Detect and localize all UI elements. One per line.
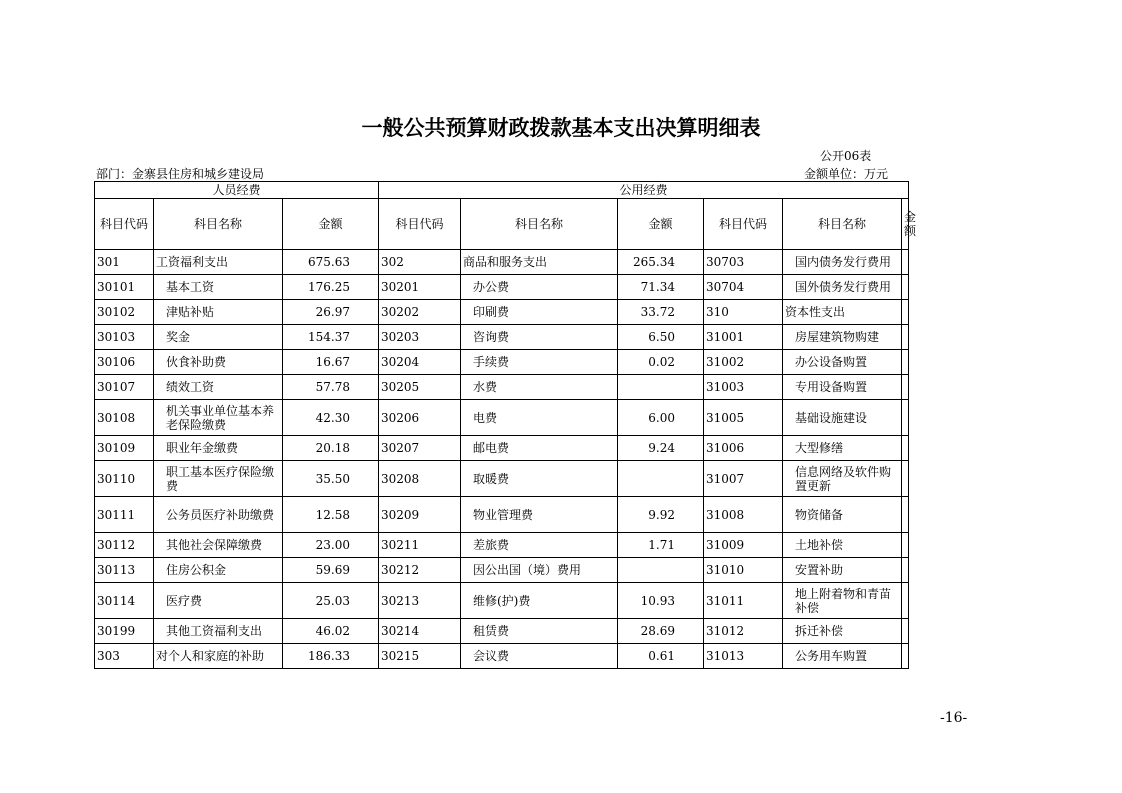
code-cell: 30106 [95, 350, 154, 375]
name-cell: 水费 [461, 375, 618, 400]
code-cell: 30214 [379, 619, 461, 644]
name-cell: 其他社会保障缴费 [154, 533, 283, 558]
name-cell: 机关事业单位基本养老保险缴费 [154, 400, 283, 436]
name-cell: 专用设备购置 [783, 375, 902, 400]
code-cell: 31006 [704, 436, 783, 461]
name-cell: 其他工资福利支出 [154, 619, 283, 644]
code-cell: 30111 [95, 497, 154, 533]
code-cell: 30203 [379, 325, 461, 350]
amount-cell: 10.93 [618, 583, 704, 619]
code-cell: 30109 [95, 436, 154, 461]
code-cell: 303 [95, 644, 154, 669]
amount-cell [618, 558, 704, 583]
name-cell: 办公费 [461, 275, 618, 300]
amount-cell: 71.34 [618, 275, 704, 300]
code-cell: 31005 [704, 400, 783, 436]
code-cell: 31013 [704, 644, 783, 669]
amount-cell: 186.33 [283, 644, 379, 669]
amount-cell [902, 350, 909, 375]
amount-cell: 0.61 [618, 644, 704, 669]
code-cell: 302 [379, 250, 461, 275]
amount-cell: 9.24 [618, 436, 704, 461]
amount-cell [902, 400, 909, 436]
group-personnel-header: 人员经费 [95, 182, 379, 199]
name-cell: 住房公积金 [154, 558, 283, 583]
page-number: -16- [940, 710, 968, 726]
name-cell: 邮电费 [461, 436, 618, 461]
amount-cell: 265.34 [618, 250, 704, 275]
amount-cell [902, 325, 909, 350]
amount-unit-label: 金额单位：万元 [804, 167, 889, 181]
code-cell: 30206 [379, 400, 461, 436]
column-header: 金额 [283, 199, 379, 250]
name-cell: 拆迁补偿 [783, 619, 902, 644]
amount-cell [902, 619, 909, 644]
amount-cell: 12.58 [283, 497, 379, 533]
table-body [95, 182, 917, 669]
code-cell: 30208 [379, 461, 461, 497]
column-header-row [95, 199, 909, 250]
code-cell: 30199 [95, 619, 154, 644]
code-cell: 30202 [379, 300, 461, 325]
table-row [95, 533, 909, 558]
table-row [95, 558, 909, 583]
amount-cell: 57.78 [283, 375, 379, 400]
amount-cell [902, 300, 909, 325]
table-row [95, 400, 909, 436]
code-cell: 31011 [704, 583, 783, 619]
code-cell: 30103 [95, 325, 154, 350]
table-row [95, 300, 909, 325]
column-header: 科目名称 [461, 199, 618, 250]
column-header: 金额 [902, 199, 909, 250]
code-cell: 30101 [95, 275, 154, 300]
amount-cell: 26.97 [283, 300, 379, 325]
group-header-row [95, 182, 909, 199]
amount-cell: 1.71 [618, 533, 704, 558]
amount-cell: 33.72 [618, 300, 704, 325]
amount-cell: 16.67 [283, 350, 379, 375]
name-cell: 物资储备 [783, 497, 902, 533]
table-row [95, 436, 909, 461]
expenditure-detail-table [94, 181, 917, 669]
amount-cell [902, 497, 909, 533]
code-cell: 30107 [95, 375, 154, 400]
name-cell: 公务员医疗补助缴费 [154, 497, 283, 533]
name-cell: 职业年金缴费 [154, 436, 283, 461]
code-cell: 30215 [379, 644, 461, 669]
amount-cell [618, 375, 704, 400]
table-row [95, 350, 909, 375]
name-cell: 安置补助 [783, 558, 902, 583]
amount-cell: 20.18 [283, 436, 379, 461]
amount-cell: 28.69 [618, 619, 704, 644]
name-cell: 维修(护)费 [461, 583, 618, 619]
table-row [95, 325, 909, 350]
name-cell: 基本工资 [154, 275, 283, 300]
code-cell: 31007 [704, 461, 783, 497]
table-row [95, 497, 909, 533]
amount-cell [902, 275, 909, 300]
amount-cell: 46.02 [283, 619, 379, 644]
table-row [95, 275, 909, 300]
code-cell: 30112 [95, 533, 154, 558]
group-public-header: 公用经费 [379, 182, 909, 199]
column-header: 科目名称 [783, 199, 902, 250]
code-cell: 31012 [704, 619, 783, 644]
table-row [95, 375, 909, 400]
name-cell: 土地补偿 [783, 533, 902, 558]
table-row [95, 619, 909, 644]
form-number: 公开06表 [820, 149, 872, 163]
code-cell: 31001 [704, 325, 783, 350]
code-cell: 31010 [704, 558, 783, 583]
name-cell: 大型修缮 [783, 436, 902, 461]
name-cell: 国外债务发行费用 [783, 275, 902, 300]
name-cell: 取暖费 [461, 461, 618, 497]
amount-cell: 25.03 [283, 583, 379, 619]
name-cell: 因公出国（境）费用 [461, 558, 618, 583]
amount-cell [902, 583, 909, 619]
name-cell: 商品和服务支出 [461, 250, 618, 275]
code-cell: 30108 [95, 400, 154, 436]
code-cell: 31008 [704, 497, 783, 533]
amount-cell: 0.02 [618, 350, 704, 375]
code-cell: 30204 [379, 350, 461, 375]
name-cell: 差旅费 [461, 533, 618, 558]
name-cell: 地上附着物和青苗补偿 [783, 583, 902, 619]
name-cell: 对个人和家庭的补助 [154, 644, 283, 669]
table-row [95, 461, 909, 497]
code-cell: 30212 [379, 558, 461, 583]
name-cell: 租赁费 [461, 619, 618, 644]
name-cell: 基础设施建设 [783, 400, 902, 436]
code-cell: 30201 [379, 275, 461, 300]
code-cell: 301 [95, 250, 154, 275]
amount-cell [902, 533, 909, 558]
amount-cell: 42.30 [283, 400, 379, 436]
name-cell: 咨询费 [461, 325, 618, 350]
column-header: 金额 [618, 199, 704, 250]
name-cell: 电费 [461, 400, 618, 436]
code-cell: 30102 [95, 300, 154, 325]
name-cell: 绩效工资 [154, 375, 283, 400]
amount-cell: 23.00 [283, 533, 379, 558]
name-cell: 伙食补助费 [154, 350, 283, 375]
column-header: 科目代码 [95, 199, 154, 250]
amount-cell: 6.00 [618, 400, 704, 436]
amount-cell [902, 375, 909, 400]
amount-cell: 9.92 [618, 497, 704, 533]
name-cell: 医疗费 [154, 583, 283, 619]
name-cell: 房屋建筑物购建 [783, 325, 902, 350]
column-header: 科目名称 [154, 199, 283, 250]
code-cell: 31003 [704, 375, 783, 400]
code-cell: 310 [704, 300, 783, 325]
code-cell: 31002 [704, 350, 783, 375]
amount-cell [902, 436, 909, 461]
code-cell: 30110 [95, 461, 154, 497]
code-cell: 30211 [379, 533, 461, 558]
code-cell: 30207 [379, 436, 461, 461]
table-row [95, 250, 909, 275]
amount-cell [618, 461, 704, 497]
name-cell: 信息网络及软件购置更新 [783, 461, 902, 497]
department-label: 部门：金寨县住房和城乡建设局 [96, 167, 265, 181]
amount-cell [902, 250, 909, 275]
amount-cell [902, 558, 909, 583]
column-header: 科目代码 [704, 199, 783, 250]
name-cell: 国内债务发行费用 [783, 250, 902, 275]
amount-cell: 59.69 [283, 558, 379, 583]
name-cell: 资本性支出 [783, 300, 902, 325]
column-header: 科目代码 [379, 199, 461, 250]
name-cell: 办公设备购置 [783, 350, 902, 375]
table-row [95, 583, 909, 619]
amount-cell: 176.25 [283, 275, 379, 300]
amount-cell: 6.50 [618, 325, 704, 350]
code-cell: 30704 [704, 275, 783, 300]
code-cell: 30703 [704, 250, 783, 275]
code-cell: 30213 [379, 583, 461, 619]
name-cell: 职工基本医疗保险缴费 [154, 461, 283, 497]
name-cell: 奖金 [154, 325, 283, 350]
table-row [95, 644, 909, 669]
name-cell: 会议费 [461, 644, 618, 669]
amount-cell: 675.63 [283, 250, 379, 275]
name-cell: 手续费 [461, 350, 618, 375]
code-cell: 31009 [704, 533, 783, 558]
name-cell: 印刷费 [461, 300, 618, 325]
name-cell: 物业管理费 [461, 497, 618, 533]
amount-cell: 154.37 [283, 325, 379, 350]
amount-cell [902, 461, 909, 497]
code-cell: 30205 [379, 375, 461, 400]
name-cell: 公务用车购置 [783, 644, 902, 669]
name-cell: 津贴补贴 [154, 300, 283, 325]
code-cell: 30114 [95, 583, 154, 619]
code-cell: 30113 [95, 558, 154, 583]
page-title: 一般公共预算财政拨款基本支出决算明细表 [361, 116, 761, 140]
name-cell: 工资福利支出 [154, 250, 283, 275]
amount-cell: 35.50 [283, 461, 379, 497]
code-cell: 30209 [379, 497, 461, 533]
amount-cell [902, 644, 909, 669]
